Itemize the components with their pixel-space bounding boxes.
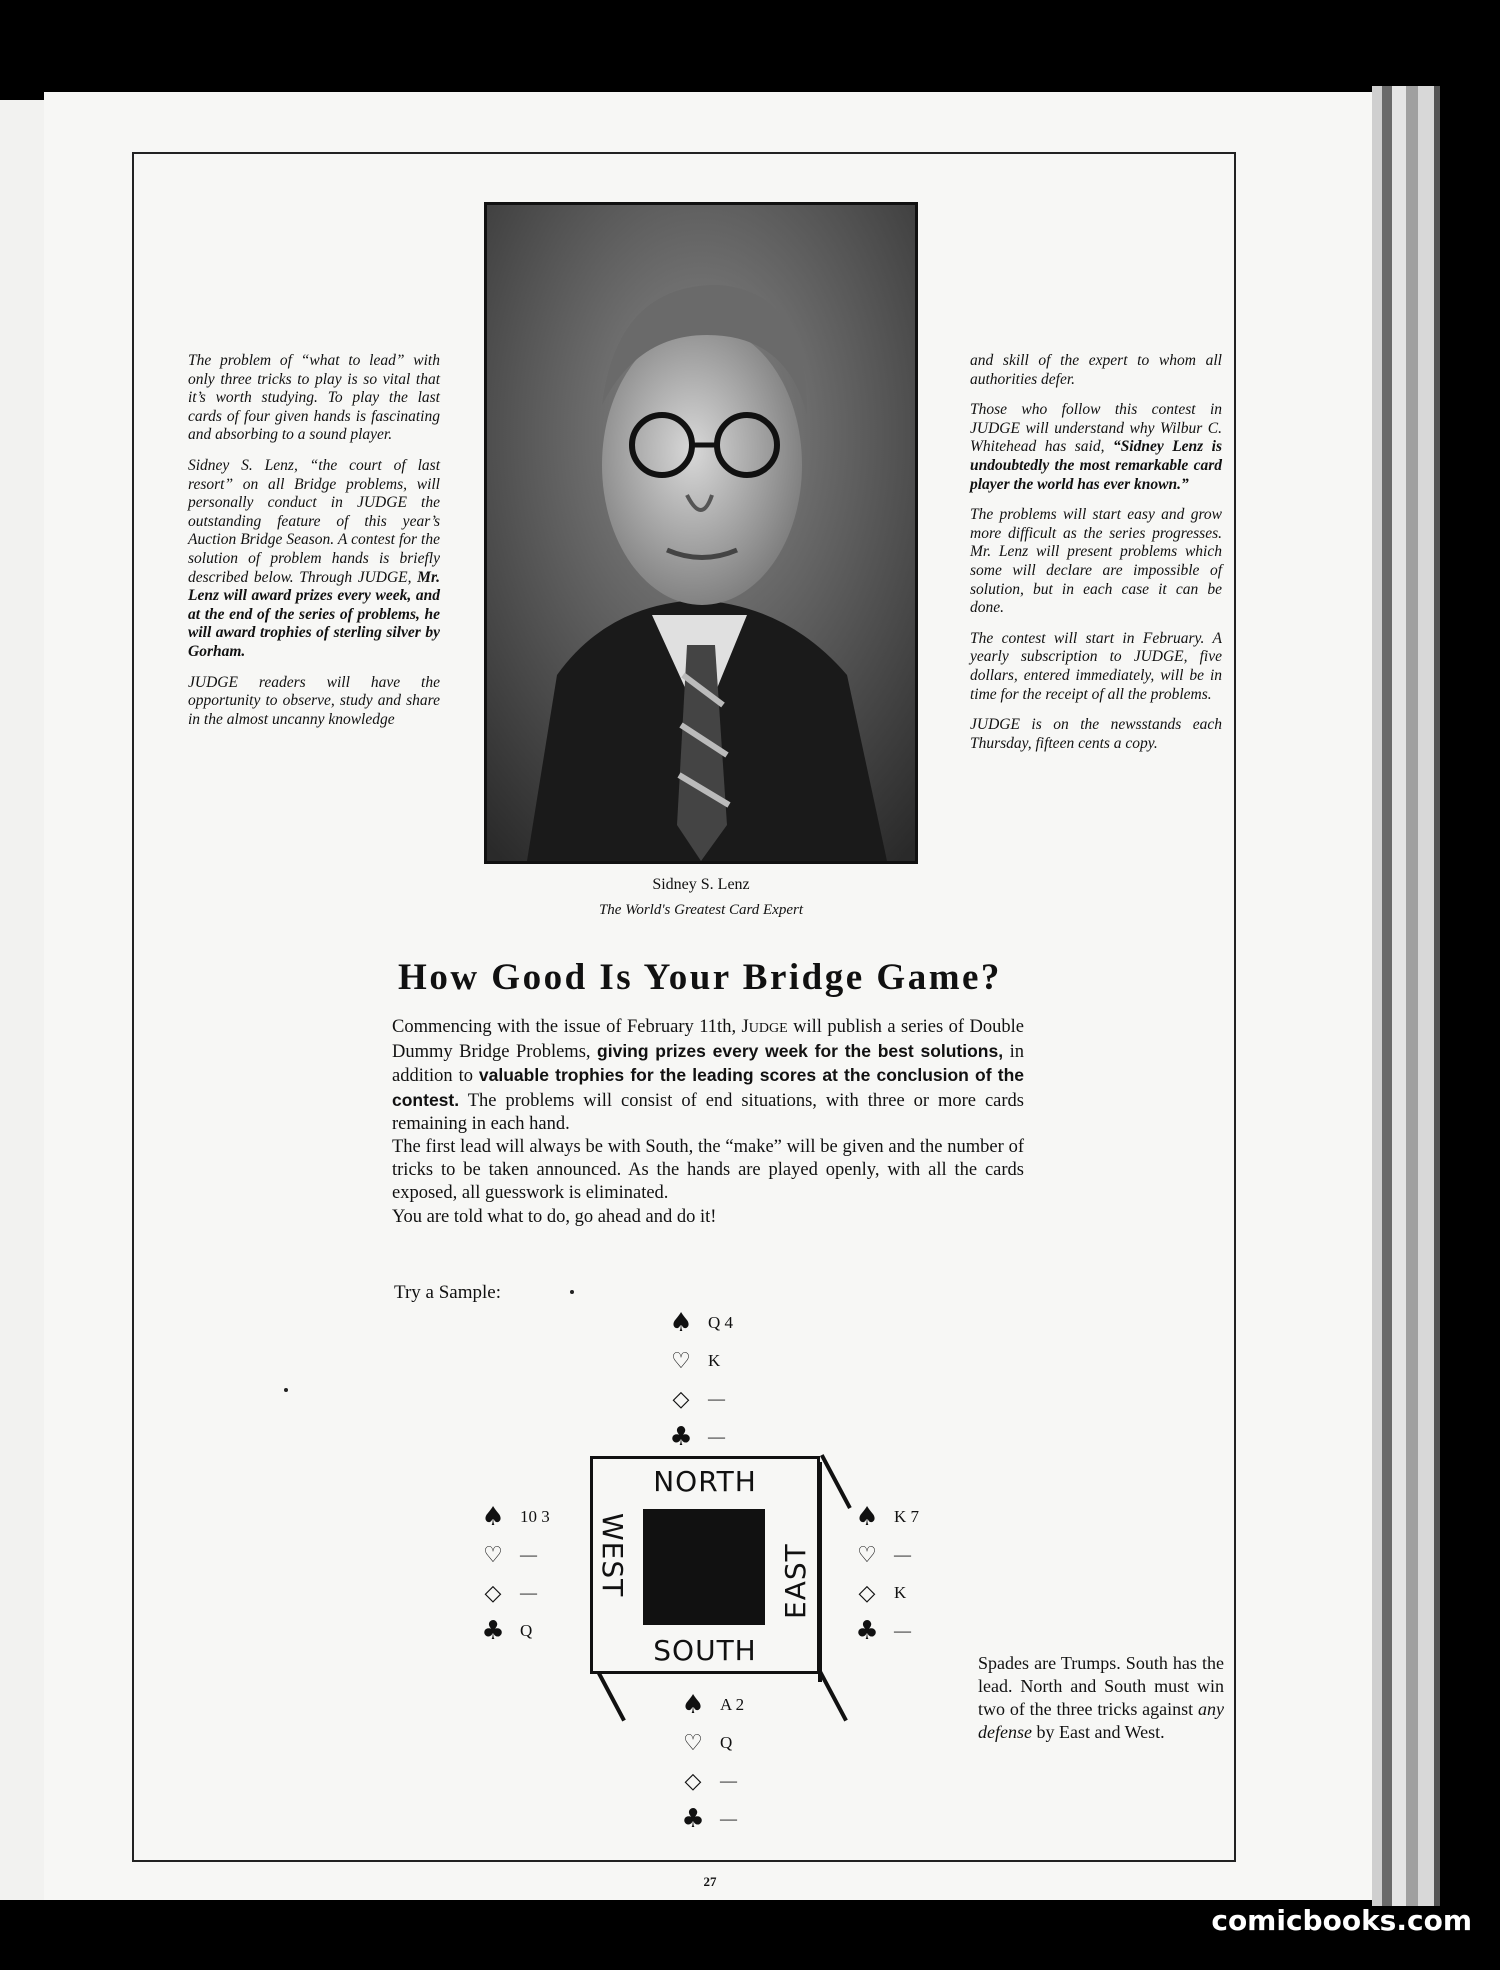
right-paragraph: Those who follow this contest in JUDGE will understand why Wilbur C. Whitehead has said, “Sidney Lenz is undoubtedly the most remarkable card player the world has ever known.” xyxy=(970,401,1223,493)
diamond-icon: ◇ xyxy=(684,1768,702,1794)
north-spades: Q 4 xyxy=(708,1313,734,1332)
page-edge xyxy=(1418,86,1434,1906)
east-spades: K 7 xyxy=(894,1507,920,1526)
table-center xyxy=(643,1509,765,1625)
west-label xyxy=(599,1507,635,1629)
right-paragraph: and skill of the expert to whom all authorities defer. xyxy=(970,352,1222,388)
try-sample-label: Try a Sample: xyxy=(394,1282,501,1303)
north-diamonds: — xyxy=(708,1389,725,1408)
spade-icon: ♠ xyxy=(669,1308,693,1338)
north-clubs: — xyxy=(708,1427,725,1446)
print-speck xyxy=(284,1388,288,1392)
body-paragraph: The first lead will always be with South, the “make” will be given and the number of tricks to be taken announced. As the hands are played openly, with all the cards exposed, all guesswork is eliminated. xyxy=(392,1137,1024,1204)
east-clubs: — xyxy=(894,1621,911,1640)
west-spades: 10 3 xyxy=(520,1507,550,1526)
heart-icon: ♡ xyxy=(857,1542,877,1568)
south-clubs: — xyxy=(720,1809,737,1828)
portrait-photo xyxy=(484,202,918,864)
left-paragraph: JUDGE readers will have the opportunity to observe, study and share in the almost uncanny knowledge xyxy=(188,673,440,728)
east-hand xyxy=(854,1498,919,1650)
south-diamonds: — xyxy=(720,1771,737,1790)
east-label xyxy=(775,1507,811,1629)
body-paragraph: You are told what to do, go ahead and do it! xyxy=(392,1206,717,1227)
diamond-icon: ◇ xyxy=(484,1580,502,1606)
south-label: SOUTH xyxy=(653,1634,757,1667)
south-spades: A 2 xyxy=(720,1695,745,1714)
club-icon: ♣ xyxy=(481,1616,505,1646)
problem-note: Spades are Trumps. South has the lead. North and South must win two of the three tricks against any defense by East and West. xyxy=(978,1653,1224,1742)
right-paragraph: JUDGE is on the newsstands each Thursday, fifteen cents a copy. xyxy=(970,716,1222,752)
south-hand xyxy=(680,1686,744,1838)
east-label-text xyxy=(775,1507,811,1625)
club-icon: ♣ xyxy=(669,1422,693,1452)
right-column xyxy=(970,352,1222,765)
right-paragraph: The problems will start easy and grow more difficult as the series progresses. Mr. Lenz will present problems which some will declare are impossible of solution, but in each case it can be done. xyxy=(970,506,1222,617)
west-clubs: Q xyxy=(520,1621,533,1640)
page-edge xyxy=(1406,86,1418,1906)
west-label-text xyxy=(599,1507,635,1625)
page-edge xyxy=(1382,86,1392,1906)
diamond-icon: ◇ xyxy=(672,1386,690,1412)
bold-quote-text: “Sidney Lenz is undoubtedly the most remarkable card player the world has ever known.” xyxy=(970,438,1223,493)
page-edge xyxy=(1434,86,1440,1906)
body-paragraph: Commencing with the issue of February 11th, JUDGE will publish a series of Double Dummy Bridge Problems, giving prizes every week for the best solutions, in addition to valuable trophies for the leading scores at the conclusion of the contest. The problems will consist of end situations, with three or more cards remaining in each hand. xyxy=(392,1017,1024,1134)
photo-caption-name: Sidney S. Lenz xyxy=(652,876,750,893)
article-body xyxy=(392,1016,1024,1229)
east-diamonds: K xyxy=(894,1583,907,1602)
south-hearts: Q xyxy=(720,1733,733,1752)
heart-icon: ♡ xyxy=(483,1542,503,1568)
print-speck xyxy=(570,1290,574,1294)
left-paragraph: The problem of “what to lead” with only three tricks to play is so vital that it’s worth studying. To play the last cards of four given hands is fascinating and absorbing to a sound player. xyxy=(188,352,440,444)
east-hearts: — xyxy=(894,1545,911,1564)
spade-icon: ♠ xyxy=(681,1690,705,1720)
photo-caption-title: The World's Greatest Card Expert xyxy=(598,902,804,918)
spade-icon: ♠ xyxy=(481,1502,505,1532)
heart-icon: ♡ xyxy=(671,1348,691,1374)
bold-prize-text: Mr. Lenz will award prizes every week, and at the end of the series of problems, he will award trophies of sterling silver by Gorham. xyxy=(188,568,441,660)
right-paragraph: The contest will start in February. A yearly subscription to JUDGE, five dollars, entered immediately, will be in time for the receipt of all the problems. xyxy=(970,629,1222,703)
heart-icon: ♡ xyxy=(683,1730,703,1756)
west-hearts: — xyxy=(520,1545,537,1564)
west-diamonds: — xyxy=(520,1583,537,1602)
page-edge xyxy=(1372,86,1382,1906)
svg-text:WEST: WEST xyxy=(599,1513,629,1598)
left-paragraph: Sidney S. Lenz, “the court of last resort” on all Bridge problems, will personally conduct in JUDGE the outstanding feature of this year’s Auction Bridge Season. A contest for the solution of problem hands is briefly described below. Through JUDGE, Mr. Lenz will award prizes every week, and at the end of the series of problems, he will award trophies of sterling silver by Gorham. xyxy=(188,456,441,660)
club-icon: ♣ xyxy=(855,1616,879,1646)
portrait-illustration xyxy=(487,205,915,861)
north-hearts: K xyxy=(708,1351,721,1370)
bridge-table xyxy=(590,1456,820,1674)
left-column xyxy=(188,352,440,741)
north-label: NORTH xyxy=(653,1465,757,1498)
page-number: 27 xyxy=(703,1874,717,1889)
site-watermark: comicbooks.com xyxy=(1211,1904,1472,1937)
west-hand xyxy=(480,1498,550,1650)
north-hand xyxy=(668,1304,733,1456)
spade-icon: ♠ xyxy=(855,1502,879,1532)
page-edge xyxy=(1392,86,1406,1906)
club-icon: ♣ xyxy=(681,1804,705,1834)
article-headline: How Good Is Your Bridge Game? xyxy=(398,957,1002,998)
svg-text:EAST: EAST xyxy=(779,1543,811,1619)
diamond-icon: ◇ xyxy=(858,1580,876,1606)
